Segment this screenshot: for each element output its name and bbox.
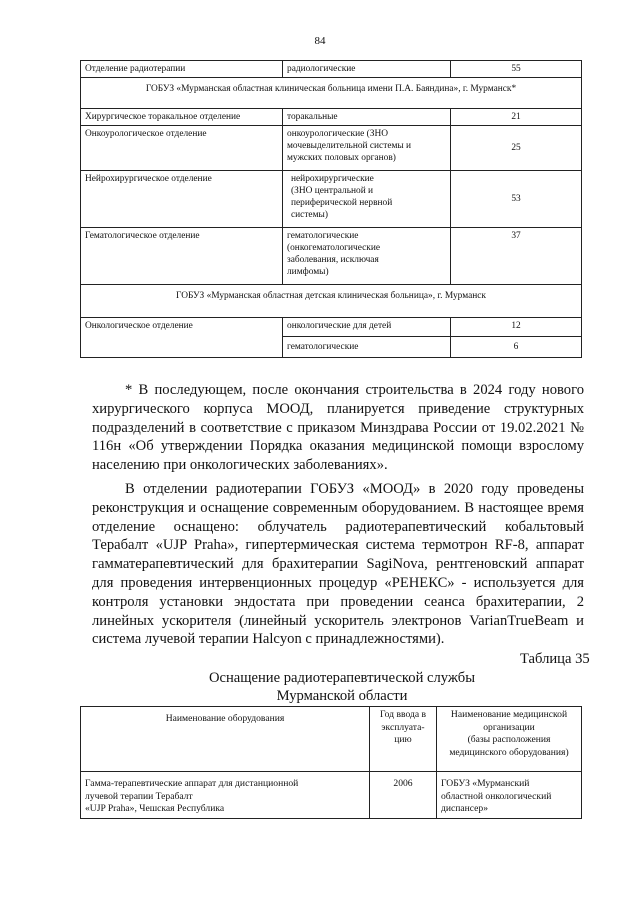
cell-line: диспансер» [441, 803, 489, 814]
table-cell-year: 2006 [370, 772, 437, 819]
cell-line: лучевой терапии Терабалт [85, 790, 193, 802]
table-row [81, 772, 582, 819]
table-title-line: Мурманской области [276, 688, 408, 704]
table-title [100, 669, 584, 705]
table-cell-beds: 6 [451, 337, 582, 358]
cell-line: областной онкологический [441, 790, 552, 802]
table-cell-department: Гематологическое отделение [81, 228, 283, 285]
header-year [370, 707, 437, 772]
table-row [81, 109, 582, 126]
header-organization [437, 707, 582, 772]
table-cell-department: Отделение радиотерапии [81, 61, 283, 78]
table-row [81, 318, 582, 337]
table-section-row [81, 285, 582, 318]
table-number: Таблица 35 [520, 651, 590, 667]
profile-line: мочевыделительной системы и [287, 141, 412, 151]
cell-line: ГОБУЗ «Мурманский [441, 778, 530, 789]
profile-line: лимфомы) [287, 267, 329, 277]
header-line: эксплуата- [381, 721, 425, 733]
table-cell-organization [437, 772, 582, 819]
header-line: медицинского оборудования) [449, 746, 569, 758]
footnote-paragraph: * В последующем, после окончания строительства в 2024 году нового хирургического корпуса МООД, планируется приведение структурных подразделений в соответствие с приказом Минздрава России от 19.02.2021 № 116н «Об утверждении Порядка оказания медицинской помощи взрослому населению при онкологических заболеваниях». [92, 382, 584, 474]
profile-line: периферической нервной [291, 198, 393, 208]
table-row [81, 126, 582, 171]
cell-line: Гамма-терапевтические аппарат для дистанционной [85, 778, 299, 789]
table-cell-profile: гематологические [283, 337, 451, 358]
profile-line: мужских половых органов) [287, 153, 396, 163]
table-cell-department: Хирургическое торакальное отделение [81, 109, 283, 126]
header-line: (базы расположения [467, 734, 551, 745]
table-cell-equipment [81, 772, 370, 819]
header-line: цию [394, 734, 412, 745]
profile-line: (онкогематологические [287, 243, 381, 253]
table-cell-department: Онкологическое отделение [81, 318, 283, 358]
table-cell-profile [283, 171, 451, 228]
radiotherapy-paragraph: В отделении радиотерапии ГОБУЗ «МООД» в 2020 году проведены реконструкция и оснащение современным оборудованием. В настоящее время отделение оснащено: облучатель радиотерапевтический кобальтовый Терабалт «UJP Praha», гипертермическая система термотрон RF-8, аппарат гамматерапевтический для брахитерапии SagiNova, рентгеновский аппарат для проведения интервенционных процедур «РЕНЕКС» - используется для контроля установки эндостата при проведении сеанса брахитерапии, 2 линейных ускорителя (линейный ускоритель электронов VarianTrueBeam и система лучевой терапии Halcyon с принадлежностями). [92, 481, 584, 648]
table-cell-beds: 21 [451, 109, 582, 126]
table-header-row [81, 707, 582, 772]
table-cell-profile [283, 126, 451, 171]
section-heading-regional-hospital: ГОБУЗ «Мурманская областная клиническая больница имени П.А. Баяндина», г. Мурманск* [81, 78, 582, 109]
table-cell-department: Онкоурологическое отделение [81, 126, 283, 171]
table-cell-beds: 12 [451, 318, 582, 337]
table-cell-profile: онкологические для детей [283, 318, 451, 337]
table-cell-profile: радиологические [283, 61, 451, 78]
table-title-line: Оснащение радиотерапевтической службы [208, 670, 476, 686]
header-equipment: Наименование оборудования [81, 707, 370, 772]
table-cell-beds: 53 [451, 171, 582, 228]
profile-line: торакальные [287, 112, 338, 122]
table-cell-profile [283, 109, 451, 126]
cell-line: «UJP Praha», Чешская Республика [85, 803, 225, 814]
profile-line: гематологические [287, 231, 359, 241]
table-cell-beds: 25 [451, 126, 582, 171]
equipment-table [80, 706, 582, 819]
page-number: 84 [314, 35, 326, 47]
header-line: Наименование медицинской [450, 709, 568, 720]
table-cell-beds: 55 [451, 61, 582, 78]
beds-table [80, 60, 582, 358]
header-line: организации [483, 721, 535, 733]
table-row [81, 228, 582, 285]
table-row [81, 171, 582, 228]
profile-line: нейрохирургические [291, 174, 374, 184]
table-row [81, 61, 582, 78]
header-line: Год ввода в [379, 709, 427, 720]
profile-line: заболевания, исключая [287, 255, 379, 265]
profile-line: (ЗНО центральной и [291, 186, 374, 196]
table-cell-profile [283, 228, 451, 285]
profile-line: системы) [291, 210, 328, 220]
section-heading-children-hospital: ГОБУЗ «Мурманская областная детская клиническая больница», г. Мурманск [81, 285, 582, 318]
table-section-row [81, 78, 582, 109]
table-cell-department: Нейрохирургическое отделение [81, 171, 283, 228]
table-cell-beds: 37 [451, 228, 582, 285]
profile-line: онкоурологические (ЗНО [287, 129, 388, 139]
